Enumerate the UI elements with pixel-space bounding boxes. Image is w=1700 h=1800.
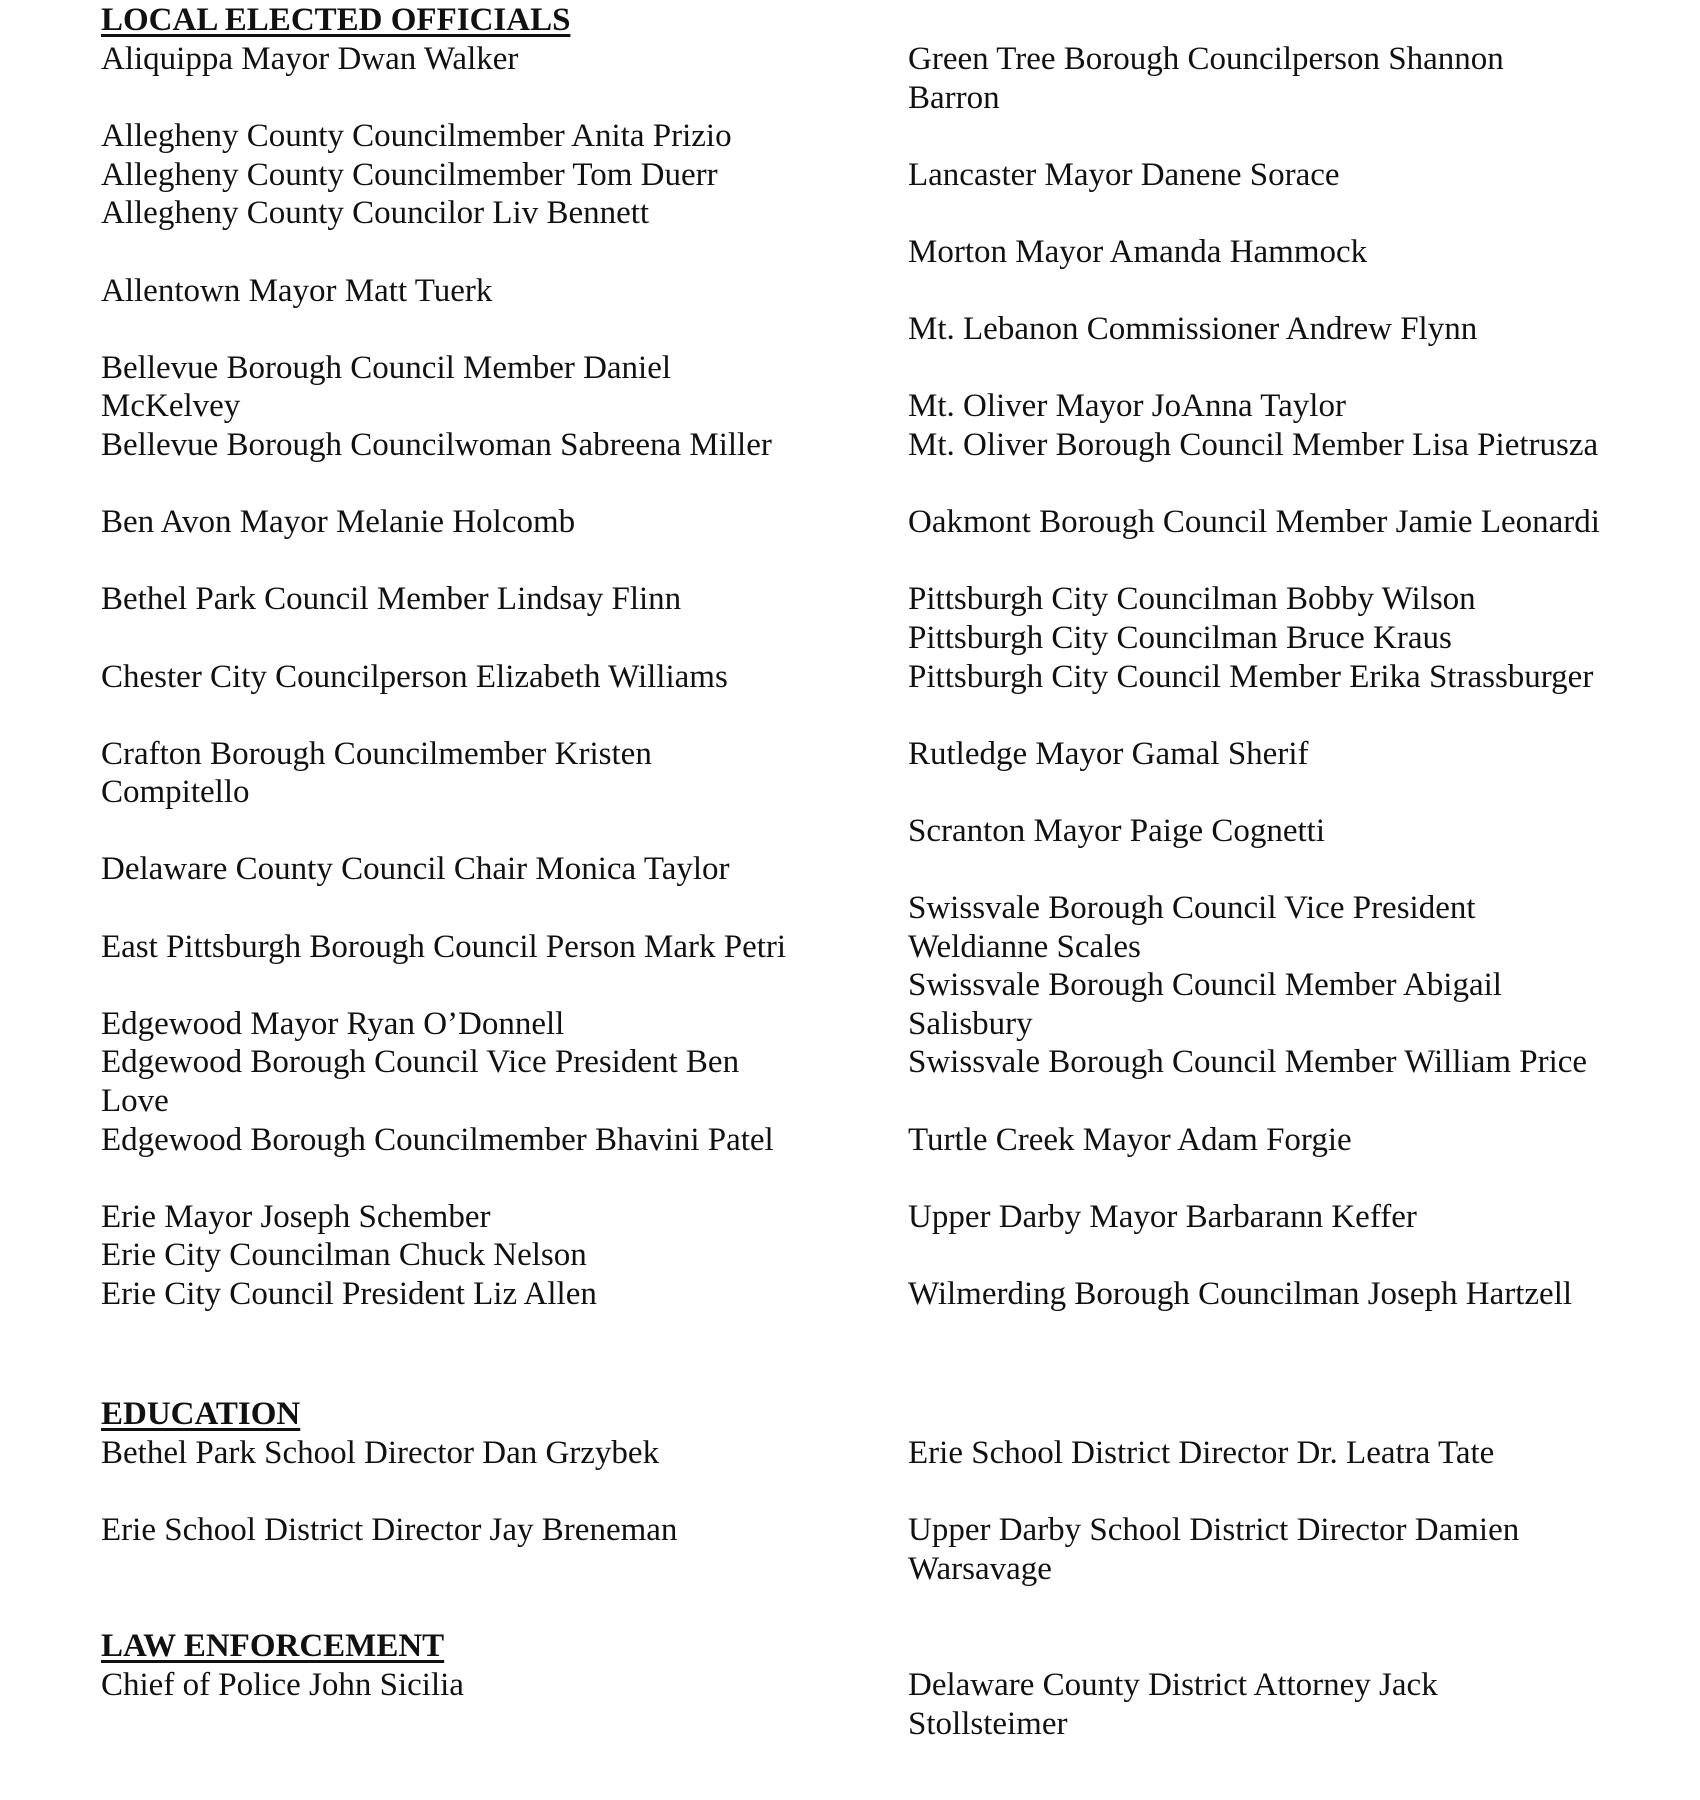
official-line: Erie School District Director Jay Breneman	[101, 1512, 678, 1549]
official-group	[908, 233, 1653, 272]
official-group	[101, 40, 811, 79]
official-line: Barron	[908, 79, 1000, 116]
official-line: Bethel Park School Director Dan Grzybek	[101, 1435, 660, 1471]
official-line: Edgewood Borough Councilmember Bhavini Patel	[101, 1121, 774, 1158]
official-line: Morton Mayor Amanda Hammock	[908, 233, 1368, 270]
official-group	[101, 117, 811, 233]
official-group	[101, 850, 811, 889]
education-left-column	[101, 1434, 811, 1550]
official-line: McKelvey	[101, 388, 241, 425]
law-enforcement-left-column	[101, 1666, 811, 1705]
official-line: Mt. Oliver Mayor JoAnna Taylor	[908, 388, 1346, 425]
official-line: Edgewood Borough Council Vice President Ben	[101, 1044, 740, 1081]
section-heading-local: LOCAL ELECTED OFFICIALS	[101, 2, 571, 38]
official-line: Allentown Mayor Matt Tuerk	[101, 272, 493, 309]
official-group	[101, 349, 811, 465]
official-line: Allegheny County Councilmember Tom Duerr	[101, 156, 718, 193]
law-enforcement-right-column	[908, 1666, 1653, 1743]
official-group	[101, 1666, 811, 1705]
local-officials-right-column	[908, 40, 1653, 1314]
official-group	[908, 40, 1653, 117]
official-group	[908, 1121, 1653, 1160]
local-officials-left-column	[101, 40, 811, 1314]
official-group	[908, 1198, 1653, 1237]
official-group	[908, 1434, 1653, 1473]
official-group	[908, 1275, 1653, 1314]
official-line: Bellevue Borough Council Member Daniel	[101, 349, 672, 386]
official-line: Green Tree Borough Councilperson Shannon	[908, 41, 1504, 77]
official-line: Delaware County Council Chair Monica Taylor	[101, 851, 730, 888]
official-line: Erie Mayor Joseph Schember	[101, 1198, 491, 1235]
official-line: Oakmont Borough Council Member Jamie Leonardi	[908, 504, 1600, 541]
official-line: Pittsburgh City Council Member Erika Strassburger	[908, 658, 1594, 695]
official-line: Scranton Mayor Paige Cognetti	[908, 812, 1326, 849]
section-heading-education: EDUCATION	[101, 1396, 301, 1432]
official-line: Delaware County District Attorney Jack	[908, 1667, 1438, 1703]
official-line: Warsavage	[908, 1550, 1052, 1587]
official-line: Erie City Council President Liz Allen	[101, 1276, 597, 1312]
official-line: Upper Darby School District Director Damien	[908, 1512, 1520, 1549]
official-line: Ben Avon Mayor Melanie Holcomb	[101, 504, 576, 541]
official-line: Upper Darby Mayor Barbarann Keffer	[908, 1198, 1417, 1235]
official-group	[101, 1198, 811, 1314]
official-group	[908, 735, 1653, 774]
official-line: Swissvale Borough Council Member William Price	[908, 1044, 1588, 1081]
official-line: Pittsburgh City Councilman Bobby Wilson	[908, 581, 1476, 618]
official-line: Aliquippa Mayor Dwan Walker	[101, 41, 519, 77]
official-group	[101, 1511, 811, 1550]
official-line: Swissvale Borough Council Vice President	[908, 890, 1476, 927]
official-group	[908, 503, 1653, 542]
official-line: Pittsburgh City Councilman Bruce Kraus	[908, 619, 1452, 656]
official-line: Compitello	[101, 774, 250, 811]
official-group	[908, 156, 1653, 195]
official-line: Bellevue Borough Councilwoman Sabreena Miller	[101, 426, 772, 463]
official-line: Chester City Councilperson Elizabeth Williams	[101, 658, 728, 695]
official-line: Lancaster Mayor Danene Sorace	[908, 156, 1340, 193]
official-line: Erie City Councilman Chuck Nelson	[101, 1237, 587, 1274]
official-group	[908, 812, 1653, 851]
official-line: Bethel Park Council Member Lindsay Flinn	[101, 581, 682, 618]
official-line: Wilmerding Borough Councilman Joseph Hartzell	[908, 1276, 1573, 1312]
official-line: Allegheny County Councilor Liv Bennett	[101, 195, 650, 232]
official-line: Salisbury	[908, 1005, 1033, 1042]
official-line: Chief of Police John Sicilia	[101, 1667, 464, 1703]
official-line: Erie School District Director Dr. Leatra Tate	[908, 1435, 1495, 1471]
official-group	[101, 735, 811, 812]
official-line: Stollsteimer	[908, 1705, 1068, 1742]
official-group	[908, 1511, 1653, 1588]
official-line: Mt. Lebanon Commissioner Andrew Flynn	[908, 311, 1478, 348]
education-right-column	[908, 1434, 1653, 1588]
official-group	[908, 889, 1653, 1082]
official-group	[101, 928, 811, 967]
official-group	[101, 580, 811, 619]
official-line: Turtle Creek Mayor Adam Forgie	[908, 1121, 1352, 1158]
official-group	[908, 1666, 1653, 1743]
official-line: East Pittsburgh Borough Council Person Mark Petri	[101, 928, 787, 965]
official-group	[101, 1434, 811, 1473]
official-group	[101, 272, 811, 311]
official-line: Mt. Oliver Borough Council Member Lisa Pietrusza	[908, 426, 1599, 463]
section-heading-law-enforcement: LAW ENFORCEMENT	[101, 1628, 445, 1664]
official-line: Edgewood Mayor Ryan O’Donnell	[101, 1005, 565, 1042]
official-line: Rutledge Mayor Gamal Sherif	[908, 735, 1309, 772]
official-group	[908, 387, 1653, 464]
official-group	[908, 580, 1653, 696]
official-group	[101, 1005, 811, 1159]
official-group	[908, 310, 1653, 349]
official-line: Crafton Borough Councilmember Kristen	[101, 735, 652, 772]
official-group	[101, 503, 811, 542]
official-line: Allegheny County Councilmember Anita Prizio	[101, 118, 732, 155]
official-line: Swissvale Borough Council Member Abigail	[908, 967, 1502, 1004]
official-line: Love	[101, 1083, 169, 1120]
official-line: Weldianne Scales	[908, 928, 1141, 965]
official-group	[101, 658, 811, 697]
